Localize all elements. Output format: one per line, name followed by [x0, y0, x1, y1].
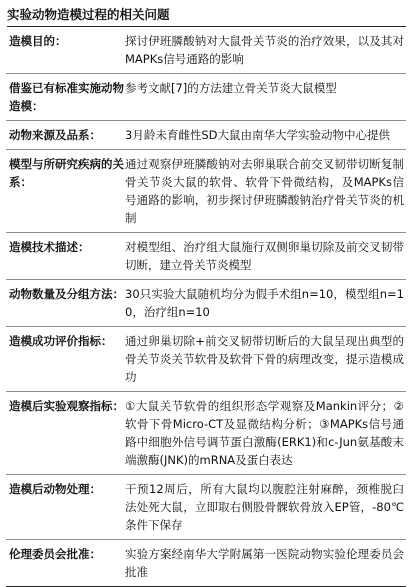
row-label: 造模目的：: [9, 34, 67, 48]
table-row: [6, 327, 406, 392]
row-value: 对模型组、治疗组大鼠施行双侧卵巢切除及前交叉韧带切断，建立骨关节炎模型: [125, 240, 404, 272]
row-label: 伦理委员会批准：: [9, 547, 101, 561]
row-value: ①大鼠关节软骨的组织形态学观察及Mankin评分；②软骨下骨Micro-CT及显微结构分析；③MAPKs信号通路中细胞外信号调节蛋白激酶(ERK1)和c-Jun氨基酸末端激酶(JNK)的mRNA及蛋白表达: [125, 399, 404, 467]
row-label: 造模成功评价指标：: [9, 334, 113, 348]
table-row: [6, 280, 406, 327]
row-label: 模型与所研究疾病的关系：: [9, 157, 124, 189]
row-value: 探讨伊班膦酸钠对大鼠骨关节炎的治疗效果，以及其对MAPKs信号通路的影响: [125, 34, 404, 66]
row-label: 造模后实验观察指标：: [9, 399, 124, 413]
row-label: 动物来源及品系：: [9, 128, 101, 142]
table-title: 实验动物造模过程的相关问题: [7, 7, 406, 27]
row-value: 30只实验大鼠随机均分为假手术组n=10，模型组n=10，治疗组n=10: [125, 287, 404, 319]
table-row: [6, 540, 406, 587]
row-label: 借鉴已有标准实施动物造模：: [9, 81, 124, 113]
table-row: [6, 475, 406, 540]
table-row: [6, 74, 406, 121]
table-row: [6, 27, 406, 74]
row-label: 造模后动物处理：: [9, 482, 101, 496]
row-value: 3月龄未育雌性SD大鼠由南华大学实验动物中心提供: [125, 128, 390, 142]
table-body: [6, 27, 406, 587]
row-label: 动物数量及分组方法：: [9, 287, 124, 301]
table-row: [6, 150, 406, 233]
row-value: 干预12周后，所有大鼠均以腹腔注射麻醉，颈椎脱臼法处死大鼠，立即取右侧股骨髁软骨放入EP管，-80℃条件下保存: [125, 482, 404, 532]
table-row: [6, 121, 406, 150]
table-row: [6, 233, 406, 280]
row-value: 实验方案经南华大学附属第一医院动物实验伦理委员会批准: [125, 547, 404, 579]
row-value: 通过观察伊班膦酸钠对去卵巢联合前交叉韧带切断复制骨关节炎大鼠的软骨、软骨下骨微结构，及MAPKs信号通路的影响，初步探讨伊班膦酸钠治疗骨关节炎的机制: [125, 157, 404, 225]
table-row: [6, 392, 406, 475]
row-label: 造模技术描述：: [9, 240, 90, 254]
row-value: 参考文献[7]的方法建立骨关节炎大鼠模型: [125, 81, 337, 95]
row-value: 通过卵巢切除+前交叉韧带切断后的大鼠呈现出典型的骨关节炎关节软骨及软骨下骨的病理改变，提示造模成功: [125, 334, 404, 384]
